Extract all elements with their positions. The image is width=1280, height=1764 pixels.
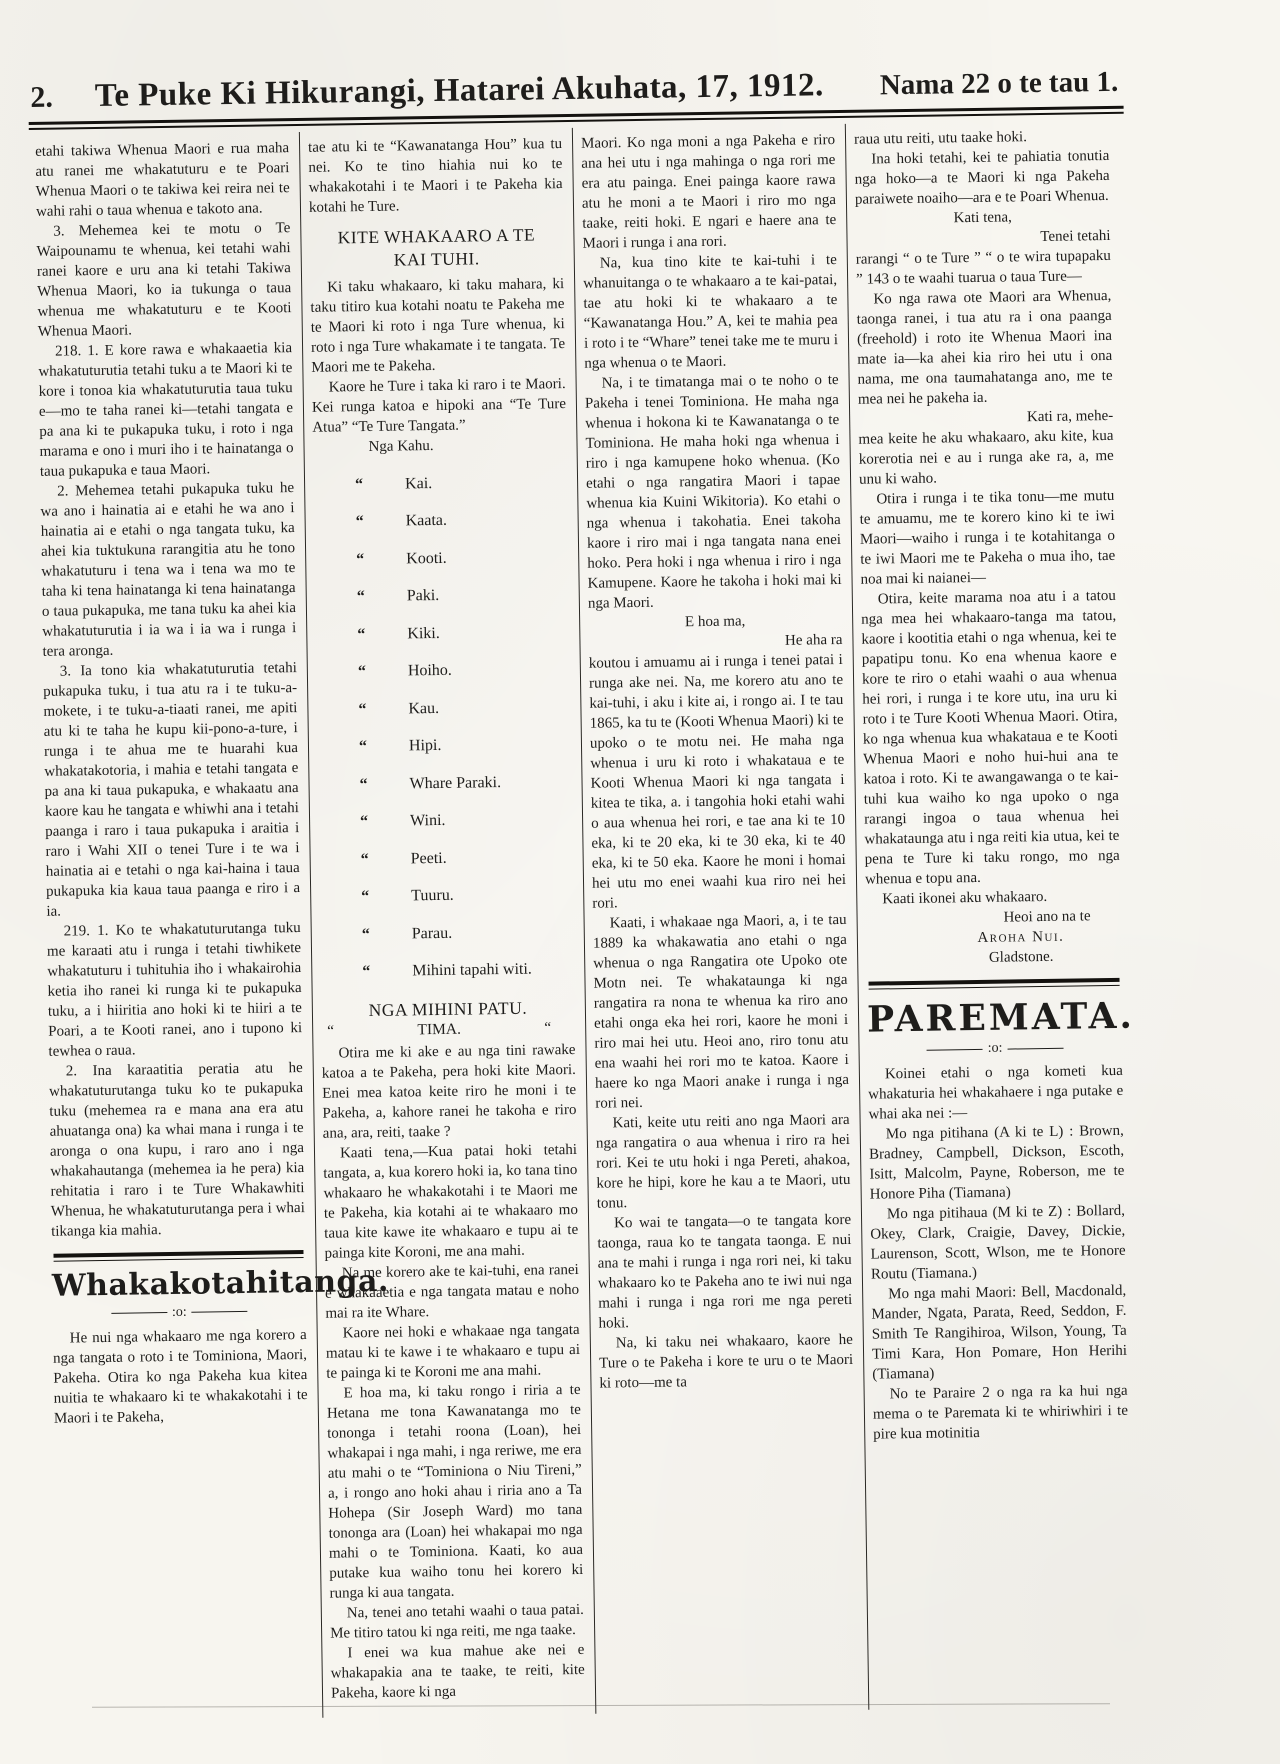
list-item — [314, 546, 568, 571]
paragraph: No te Paraire 2 o nga ra ka hui nga mema o te Paremata ki te whiriwhiri i te pire kua motinitia — [872, 1383, 1129, 1443]
list-item-label: Tuuru. — [411, 886, 454, 905]
ornament-line — [192, 1311, 248, 1313]
section-heading: Whakakotahitanga. — [51, 1263, 390, 1304]
ditto-part: “ — [327, 1022, 335, 1040]
paragraph: raua utu reiti, utu taake hoki. — [853, 129, 1028, 148]
ditto-mark: “ — [358, 700, 367, 718]
aligned-line: E hoa ma, — [684, 613, 746, 631]
list-item — [320, 958, 574, 983]
paragraph: Otira, keite marama noa atu i a tatou nga mea hei whakaaro-tanga ma tatou, kaore i kootitia etahi o nga whenua, kei te papatipu tonu. Ko ena whenua kaore e kore te riro o etahi waahi o aua whenua hei rori, i runga i te kore utu, ina uru ki roto i te Ture Kooti Whenua Maori. Otira, ko nga whenua kua whakataua e te Kooti Whenua Maori e noho hui-hui ana te katoa i roto. Ki te awangawanga o te kai-tuhi kua waiho ko nga upoko o nga rarangi ingoa o taua whenua hei whakataunga atu i nga reiti kia utua, kei te pena te Ture ki taku rongo, mo nga whenua e topu ana. — [861, 587, 1120, 888]
paragraph: Kaati, i whakaae nga Maori, a, i te tau 1889 ka whakawatia ano etahi o nga whenua o nga Rangatira ote Upoko ote Motn nei. Te whakataunga ki nga rangatira ra nona te whenua ka riro ano etahi onga eka hei rori, kaore he moni i riro mai hei utu. Heoi ano, riro tonu atu ena waahi hei rori mo te katoa. Kaore i haere ko nga Maori anake i runga i nga rori nei. — [592, 911, 850, 1112]
paragraph: 2. Mehemea tetahi pukapuka tuku he wa ano i hainatia ai e etahi he wa ano i hainatia ai e etahi o nga tangata tuku, ka ahei kia tuktukuna rarangitia atu he tono whakatuturu i tena wa i tena wa mo te taha ki tena hainatanga ki tena hainatanga o taua pukapuka, me tana tuku ka ahei kia whakatuturutia i ia wa i ia wa i runga i tera aronga. — [40, 480, 297, 660]
ornament-label: :o: — [987, 1041, 1003, 1057]
paragraph: Ki taku whakaaro, ki taku mahara, ki taku titiro kua kotahi noatu te Pakeha me te Maori ki roto i nga Ture whenua, ki roto i nga Ture whakamate i te tangata. Te Maori me te Pakeha. — [310, 275, 566, 376]
ditto-mark: “ — [358, 738, 368, 756]
list-item-label: Kaata. — [405, 511, 448, 530]
paragraph: Kaati tena,—Kua patai hoki tetahi tangata, a, kua korero hoki ia, ko tana tino whakaaro he whakakotahi i te Maori me te Pakeha, kia kotahi ai te whakaaro mo taua kite kawe ite whakaaro e tupu ai te painga kite Koroni, me ana mahi. — [323, 1142, 579, 1262]
aligned-line: Heoi ano na te — [1003, 908, 1091, 926]
list-item-label: Hipi. — [408, 736, 442, 755]
list-item-label: Parau. — [411, 924, 453, 942]
aligned-line: Tenei tetahi — [1040, 227, 1111, 245]
paragraph: mea keite he aku whakaaro, aku kite, kua korerotia nei e au i runga ake ra, a, me unu ki waho. — [858, 427, 1114, 488]
list-heading: Nga Kahu. — [368, 437, 434, 455]
paragraph: Otira i runga i te tika tonu—me mutu te amuamu, me te korero kino ki te iwi Maori—waiho i runga i te kotahitanga o te iwi Maori me te Pakeha o mua iho, tae noa mai ki naianei— — [859, 487, 1116, 588]
list-item-label: Kooti. — [406, 549, 447, 567]
ornament-line — [1007, 1048, 1063, 1050]
paragraph: Na, kua tino kite te kai-tuhi i te whanuitanga o te whakaaro a te kai-patai, tae atu hoki ki te whakaaro a te “Kawanatanga Hou.” A, kei te mahia pea i roto i te “Whare” tenei take me te muru i nga whenua o te Maori. — [583, 252, 839, 372]
paragraph: 218. 1. E kore rawa e whakaaetia kia whakatuturutia tetahi tuku a te Maori ki te kore i tonoa kia whakatuturutia taua tuku e—mo te taha ranei ki—tetahi tangata e pa ana ki te pukapuka tuku, i roto i nga marama e ono i muri iho i te hainatanga o taua pukapuka e taua Maori. — [38, 340, 294, 480]
paragraph: Maori. Ko nga moni a nga Pakeha e riro ana hei utu i nga mahinga o nga rori me era atu painga. Enei painga kaore rawa atu he moni a te Maori i riro mo nga taake, reiti hoki. E ngari e haere ana te Maori i runga i ana rori. — [580, 132, 837, 252]
ditto-mark: “ — [356, 588, 365, 606]
paragraph: 3. Ia tono kia whakatuturutia tetahi pukapuka tuku, i tua atu ra i te tuku-a-mokete, i te tuku-a-tiaati ranei, me apiti atu ki te taha he kupu kii-pono-a-ture, i runga i te ahua me te huarahi kua whakatakotoria, i mahia e tetahi tangata e pa ana ki taua pukapuka, e whakaatu ana kaore kau he tangata e whiwhi ana i tetahi paanga i raro i taua pukapuka i araitia i raro i Wahi XII o tenei Ture i te wa i hainatia ai e tetahi o nga kai-haina i taua pukapuka kia kaua taua paanga e riro i a ia. — [43, 660, 301, 920]
ditto-mark: “ — [355, 513, 364, 531]
page-number: 2. — [30, 80, 54, 114]
paragraph: 2. Ina karaatitia peratia atu he whakatuturutanga tuku ko te pukapuka tuku (mehemea ra e mana ana era atu ahuatanga ona) ka whai mana i runga i te aronga o ona kupu, i raro ano i nga whakahautanga (mehemea ia he pera) kia rehitatia i raro i te Ture Whakawhiti Whenua, he whakatuturutanga pera i whai tikanga kia mahia. — [48, 1060, 305, 1240]
newspaper-column-4 — [846, 120, 1143, 1710]
paragraph: rarangi “ o te Ture ” “ o te wira tupapaku ” 143 o te waahi tuarua o taua Ture— — [855, 247, 1111, 288]
section-rule — [869, 978, 1120, 990]
list-item — [318, 808, 572, 833]
ditto-mark: “ — [354, 475, 364, 493]
ditto-mark: “ — [356, 550, 365, 568]
newspaper-column-3 — [573, 124, 870, 1714]
ditto-mark: “ — [359, 775, 368, 793]
aligned-line: Kati tena, — [953, 209, 1012, 227]
list-item — [313, 471, 567, 496]
newspaper-column-2 — [300, 128, 597, 1718]
paragraph: tae atu ki te “Kawanatanga Hou” kua tu nei. Ko te tino hiahia nui ko te whakakotahi i te Maori i te Pakeha kia kotahi he Ture. — [307, 136, 563, 216]
list-item-label: Kiki. — [407, 624, 440, 642]
paragraph: Kaore he Ture i taka ki raro i te Maori. Kei runga katoa e hipoki ana “Te Ture Atua” “Te Ture Tangata.” — [311, 375, 567, 436]
paragraph: Na me korero ake te kai-tuhi, ena ranei e whakaaetia e nga tangata matau e noho mai ra ite Whare. — [324, 1262, 580, 1322]
ditto-mark: “ — [361, 888, 370, 906]
list-item-label: Paki. — [406, 586, 440, 605]
paragraph: Mo nga pitihaua (M ki te Z) : Bollard, Okey, Clark, Craigie, Davey, Dickie, Laurenson, Scott, Wlson, me te Honore Routu (Tiamana.) — [870, 1203, 1126, 1284]
list-item-label: Kai. — [404, 474, 433, 492]
ornament-separator — [52, 1303, 306, 1321]
newspaper-column-1 — [27, 132, 390, 1722]
list-item — [317, 771, 571, 796]
aligned-line: Aroha Nui. — [977, 928, 1065, 947]
list-item-label: Wini. — [409, 811, 446, 830]
list-item — [314, 508, 568, 533]
list-item-label: Whare Paraki. — [409, 773, 502, 792]
paragraph: Mo nga pitihana (A ki te L) : Brown, Bradney, Campbell, Dickson, Escoth, Isitt, Malcolm, Payne, Roberson, me te Honore Piha (Tiamana) — [868, 1123, 1125, 1204]
ditto-mark: “ — [357, 663, 367, 681]
list-item — [315, 583, 569, 608]
masthead-title: Te Puke Ki Hikurangi, Hatarei Akuhata, 17, 1912. — [94, 67, 825, 114]
paragraph: 3. Mehemea kei te motu o Te Waipounamu te whenua, kei tetahi wahi ranei kaore e uru ana ki tetahi Takiwa Whenua Maori, ko ia tukunga o taua whenua me whakatuturu e te Kooti Whenua Maori. — [36, 220, 292, 340]
paragraph: Kaore nei hoki e whakaae nga tangata matau ki te kawe i te whakaaro e tupu ai te painga ki te Koroni me ana mahi. — [325, 1322, 581, 1382]
ditto-mark: “ — [360, 850, 369, 868]
paragraph: 219. 1. Ko te whakatuturutanga tuku me karaati atu i runga i tetahi tiwhikete whakatuturu i tuhituhia iho i whakairohia ketia iho ranei ki runga ki te pukapuka tuku, a i hiiritia ano hoki ki te hiiri a te Poari, a te Kooti ranei, ano i tupono ki tewhea o raua. — [46, 920, 303, 1060]
paragraph: Kati, keite utu reiti ano nga Maori ara nga rangatira o aua whenua i riro ra hei rori. Kei te utu hoki i nga Pereti, ahakoa, kore he hipi, kore he kau a te Maori, utu tonu. — [595, 1111, 851, 1212]
list-item — [319, 883, 573, 908]
paragraph: Kaati ikonei aku whakaaro. — [882, 888, 1048, 908]
paragraph: Koinei etahi o nga kometi kua whakaturia hei whakahaere i nga putake e whai aka nei :— — [868, 1063, 1124, 1124]
ornament-line — [927, 1049, 983, 1051]
paragraph: koutou i amuamu ai i runga i tenei patai i runga ake nei. Na, me korero atu ano te kai-tuhi, i aku i kite ai, i rongo ai. I te tau 1865, ka tu te (Kooti Whenua Maori) ki te upoko o te motu nei. He maha nga whenua i uru ki roto i whakataua e te Kooti Whenua Maori ki nga tangata i kitea te tika, a. i tangohia hoki etahi wahi o aua whenua hei rori, e tae ana ki te 10 eka, ki te 20 eka, ki te 30 eka, ki te 40 eka, ki te 50 eka. Kaore he moni i homai hei utu mo enei waahi kua riro nei hei rori. — [588, 651, 847, 912]
paragraph: Na, tenei ano tetahi waahi o taua patai. Me titiro tatou ki nga reiti, me nga taake. — [330, 1602, 584, 1642]
list-item-label: Kau. — [408, 699, 440, 717]
ditto-part: TIMA. — [417, 1020, 462, 1039]
list-item-label: Mihini tapahi witi. — [412, 960, 532, 980]
list-item — [316, 658, 570, 683]
section-rule — [53, 1250, 303, 1262]
paragraph: Ko wai te tangata—o te tangata kore taonga, raua ko te tangata taonga. E nui ana te mahi i runga i nga rori nei, ki taku whakaaro ko te Pakeha ano te iwi nui nga mahi i runga i nga rori me nga pereti hoki. — [597, 1211, 853, 1332]
paragraph: E hoa ma, ki taku rongo i riria a te Hetana me tona Kawanatanga mo te tononga i tetahi roona (Loan), hei whakapai i nga mahi, i nga reriwe, me era atu mahi o te “Tominiona o Niu Tireni,” a, i rongo ano hoki ahau i riria ano a Ta Hohepa (Sir Joseph Ward) mo tana tononga ara (Loan) hei whakapai mo nga mahi o te Tominiona. Kaati, ko aua putake kua waiho tonu hei korero ki runga ki aua tangata. — [326, 1382, 584, 1602]
list-item — [315, 621, 569, 646]
section-heading: PAREMATA. — [866, 994, 1136, 1041]
ditto-mark: “ — [359, 813, 369, 831]
issue-number: Nama 22 o te tau 1. — [879, 65, 1119, 102]
paragraph: etahi takiwa Whenua Maori e rua maha atu ranei me whakatuturu e te Poari Whenua Maori o te takiwa kei reira nei te wahi rahi o taua whenua e takoto ana. — [35, 140, 290, 220]
list-item-label: Peeti. — [410, 849, 447, 867]
aligned-line: Gladstone. — [988, 948, 1054, 966]
paragraph: Na, i te timatanga mai o te noho o te Pakeha i tenei Tominiona. He maha nga whenua i hokona ki te Kawanatanga o te Tominiona. He maha hoki nga whenua i riro i nga kamupene hoko whenua. (Ko etahi o nga rangatira Maori i tapae whenua kia Kuini Wikitoria). Ko etahi o nga whenua i takohatia. Enei takoha kaore i riro mai i nga tangata nana enei hoko. Pera hoki i nga whenua i riro i nga Kamupene. Kaore he takoha i hoki mai ki nga Maori. — [584, 371, 842, 612]
subsection-heading: NGA MIHINI PATU. — [368, 997, 528, 1020]
ornament-line — [111, 1312, 167, 1314]
list-item — [320, 920, 574, 945]
list-item-label: Hoiho. — [407, 661, 452, 680]
list-item — [317, 733, 571, 758]
ditto-mark: “ — [357, 625, 366, 643]
list-item — [319, 845, 573, 870]
ornament-label: :o: — [171, 1304, 187, 1320]
subsection-heading: KITE WHAKAARO A TE KAI TUHI. — [337, 224, 536, 270]
paragraph: Na, ki taku nei whakaaro, kaore he Ture o te Pakeha i kore te uru o te Maori ki roto—me ta — [599, 1331, 854, 1392]
columns-container — [0, 112, 1280, 1723]
paragraph: Ina hoki tetahi, kei te pahiatia tonutia nga hoko—a te Maori ki nga Pakeha paraiwete noaiho—ara e te Poari Whenua. — [854, 147, 1110, 208]
aligned-line: Kati ra, mehe- — [1026, 407, 1114, 426]
page-header — [0, 0, 1269, 121]
ditto-mark: “ — [361, 925, 370, 943]
paragraph: I enei wa kua mahue ake nei e whakapakia ana te taake, te reiti, kite Pakeha, kaore ki nga — [330, 1642, 585, 1702]
ditto-part: “ — [544, 1019, 552, 1037]
paragraph: Otira me ki ake e au nga tini rawake katoa a te Pakeha, pera hoki kite Maori. Enei mea katoa keite riro he moni i te Pakeha, a, kahore ranei he takoha e riro ana, ara, reiti, taake ? — [321, 1042, 577, 1142]
paragraph: He nui nga whakaaro me nga korero a nga tangata o roto i te Tominiona, Maori, Pakeha. Otira ko nga Pakeha kua kitea nuitia te whakaaro ki te whakakotahi i te Maori i te Pakeha, — [52, 1326, 308, 1427]
paragraph: Ko nga rawa ote Maori ara Whenua, taonga ranei, i tua atu ra i ona paanga (freehold) i roto ite Whenua Maori ina mate ia—ka ahei kia riro hei utu i ona nama, me ona taumahatanga ano, me te mea nei he pakeha ia. — [856, 287, 1113, 408]
ditto-mark: “ — [362, 963, 371, 981]
aligned-line: He aha ra — [784, 631, 843, 649]
paragraph: Mo nga mahi Maori: Bell, Macdonald, Mander, Ngata, Parata, Reed, Seddon, F. Smith Te Rangihiroa, Wilson, Young, Ta Timi Kara, Hon Pomare, Hon Herihi (Tiamana) — [871, 1283, 1128, 1383]
ornament-separator — [867, 1040, 1122, 1058]
list-item — [316, 696, 570, 721]
